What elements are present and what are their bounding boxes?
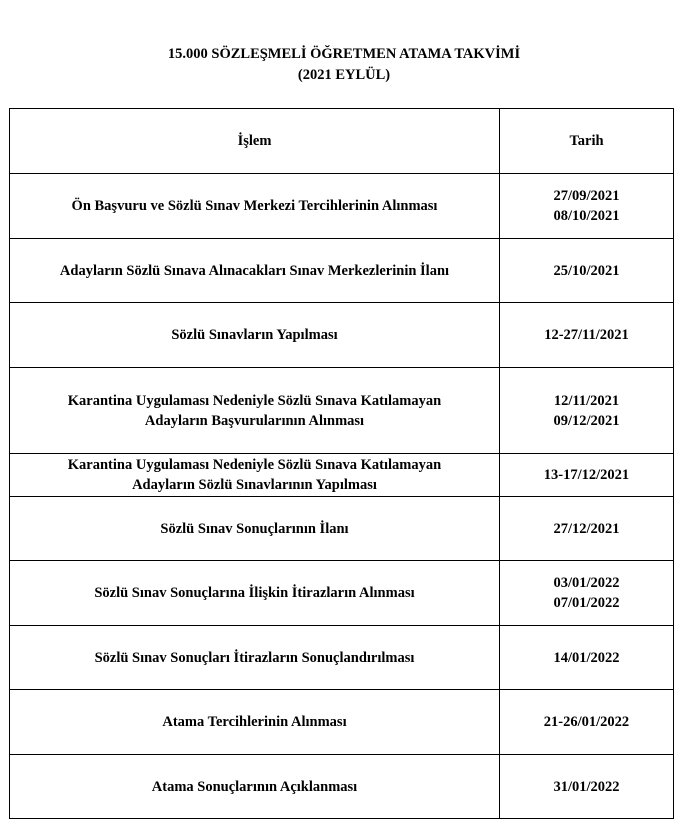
- date-cell: [500, 755, 674, 819]
- process-cell: [10, 174, 500, 239]
- schedule-table: [9, 108, 674, 819]
- process-cell: [10, 626, 500, 690]
- process-text: Sözlü Sınav Sonuçlarına İlişkin İtirazların Alınması: [94, 585, 415, 601]
- process-text: Sözlü Sınav Sonuçları İtirazların Sonuçlandırılması: [94, 649, 415, 666]
- process-text: Atama Tercihlerinin Alınması: [162, 714, 347, 730]
- process-cell: [10, 239, 500, 303]
- document-header: [0, 44, 688, 86]
- date-cell: [500, 497, 674, 561]
- process-text: Sözlü Sınavların Yapılması: [171, 327, 338, 343]
- table-row: [10, 561, 674, 626]
- date-cell: [500, 690, 674, 755]
- document-subtitle: (2021 EYLÜL): [297, 67, 391, 83]
- date-cell: [500, 626, 674, 690]
- date-text: 27/09/2021: [553, 188, 620, 204]
- date-text: 07/01/2022: [553, 595, 620, 611]
- process-cell: [10, 303, 500, 368]
- date-text: 08/10/2021: [553, 208, 620, 224]
- process-cell: [10, 497, 500, 561]
- date-cell: [500, 303, 674, 368]
- date-text: 12/11/2021: [553, 392, 620, 409]
- process-text: Adayların Sözlü Sınavlarının Yapılması: [132, 477, 377, 493]
- table-row: [10, 690, 674, 755]
- process-cell: [10, 690, 500, 755]
- table-header-row: [10, 109, 674, 174]
- process-text: Adayların Başvurularının Alınması: [144, 412, 365, 429]
- date-text: 27/12/2021: [553, 520, 620, 537]
- process-text: Atama Sonuçlarının Açıklanması: [151, 778, 358, 795]
- table-row: [10, 755, 674, 819]
- table-row: [10, 454, 674, 497]
- process-text: Adayların Sözlü Sınava Alınacakları Sınav Merkezlerinin İlanı: [59, 262, 450, 279]
- table-row: [10, 303, 674, 368]
- process-text: Ön Başvuru ve Sözlü Sınav Merkezi Tercihlerinin Alınması: [71, 198, 438, 214]
- date-cell: [500, 561, 674, 626]
- table-row: [10, 626, 674, 690]
- date-text: 14/01/2022: [553, 649, 620, 666]
- table-row: [10, 497, 674, 561]
- process-cell: [10, 454, 500, 497]
- date-text: 13-17/12/2021: [543, 467, 630, 483]
- date-cell: [500, 454, 674, 497]
- table-row: [10, 239, 674, 303]
- table-row: [10, 368, 674, 454]
- document-title: 15.000 SÖZLEŞMELİ ÖĞRETMEN ATAMA TAKVİMİ: [167, 46, 521, 62]
- process-cell: [10, 368, 500, 454]
- date-cell: [500, 174, 674, 239]
- date-text: 12-27/11/2021: [544, 327, 629, 343]
- process-text: Karantina Uygulaması Nedeniyle Sözlü Sınava Katılamayan: [67, 392, 442, 409]
- process-text: Sözlü Sınav Sonuçlarının İlanı: [160, 520, 349, 537]
- header-date: Tarih: [500, 109, 674, 174]
- process-cell: [10, 561, 500, 626]
- date-text: 09/12/2021: [553, 412, 620, 429]
- date-text: 03/01/2022: [553, 575, 620, 591]
- header-process: İşlem: [10, 109, 500, 174]
- process-text: Karantina Uygulaması Nedeniyle Sözlü Sınava Katılamayan: [67, 457, 442, 473]
- date-text: 31/01/2022: [553, 778, 620, 795]
- date-cell: [500, 239, 674, 303]
- table-row: [10, 174, 674, 239]
- process-cell: [10, 755, 500, 819]
- date-text: 21-26/01/2022: [543, 714, 630, 730]
- date-cell: [500, 368, 674, 454]
- date-text: 25/10/2021: [553, 262, 620, 279]
